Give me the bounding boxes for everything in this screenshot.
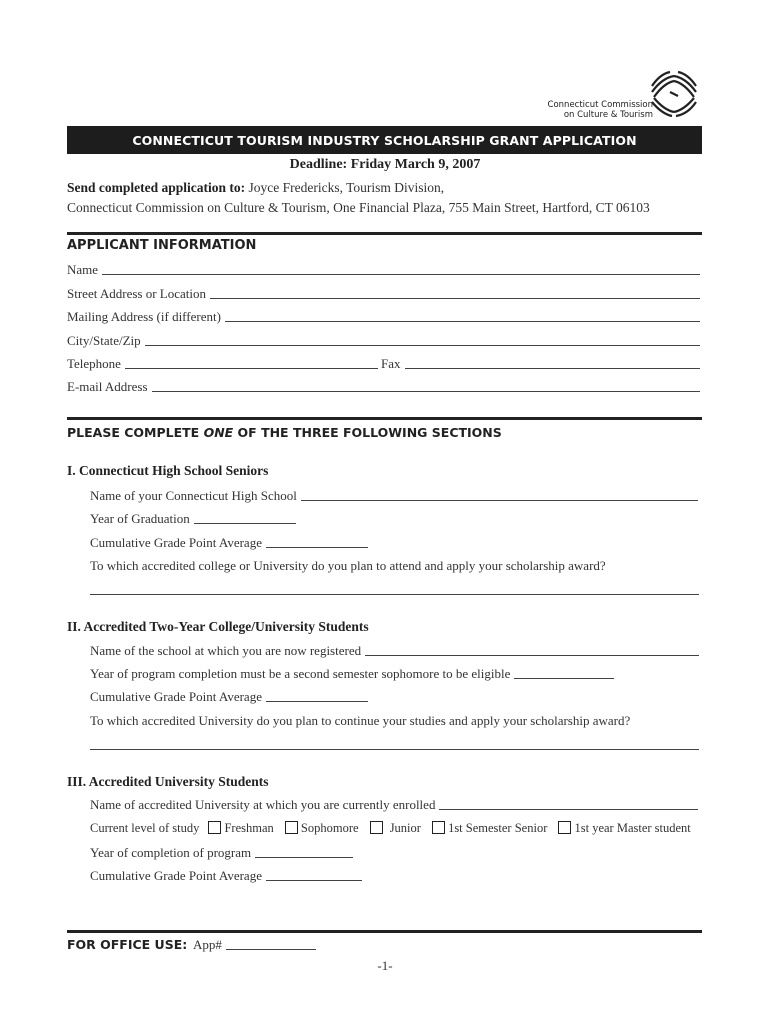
name-label: Name — [67, 262, 99, 277]
commission-logo-icon — [650, 70, 698, 118]
level-junior-label: Junior — [389, 821, 421, 835]
email-line[interactable] — [152, 390, 700, 392]
s1-question: To which accredited college or University do you plan to attend and apply your scholarship award? — [90, 558, 606, 573]
s2-gpa-line[interactable] — [266, 700, 368, 702]
s1-grad-year-line[interactable] — [194, 522, 296, 524]
s1-answer-line[interactable] — [90, 594, 699, 595]
section2-heading: II. Accredited Two-Year College/University Students — [67, 619, 369, 634]
s3-completion-label: Year of completion of program — [90, 845, 252, 860]
page-title: CONNECTICUT TOURISM INDUSTRY SCHOLARSHIP GRANT APPLICATION — [132, 132, 637, 148]
city-field[interactable] — [67, 333, 700, 349]
section1-heading: I. Connecticut High School Seniors — [67, 463, 269, 478]
divider-office — [67, 930, 702, 933]
fax-field[interactable] — [381, 356, 700, 372]
office-label: FOR OFFICE USE: — [67, 937, 188, 952]
s1-school-line[interactable] — [301, 499, 698, 501]
s1-gpa-line[interactable] — [266, 546, 368, 548]
s2-school-line[interactable] — [365, 654, 699, 656]
email-label: E-mail Address — [67, 379, 148, 394]
s2-gpa-label: Cumulative Grade Point Average — [90, 689, 262, 704]
city-line[interactable] — [145, 344, 700, 346]
name-line[interactable] — [102, 273, 700, 275]
s1-gpa-label: Cumulative Grade Point Average — [90, 535, 262, 550]
applicant-heading: APPLICANT INFORMATION — [67, 238, 257, 253]
checkbox-junior[interactable] — [370, 821, 383, 834]
checkbox-sophomore[interactable] — [285, 821, 298, 834]
telephone-label: Telephone — [67, 356, 121, 371]
office-app-label: App# — [193, 937, 222, 952]
checkbox-freshman[interactable] — [208, 821, 221, 834]
email-field[interactable] — [67, 379, 700, 395]
deadline: Deadline: Friday March 9, 2007 — [289, 157, 481, 172]
s3-level-row — [90, 821, 691, 836]
logo-org-line1: Connecticut Commission — [547, 100, 653, 110]
instructions-post: OF THE THREE FOLLOWING SECTIONS — [233, 425, 502, 440]
s3-gpa-label: Cumulative Grade Point Average — [90, 868, 262, 883]
fax-line[interactable] — [405, 367, 701, 369]
mailing-line[interactable] — [225, 320, 700, 322]
level-master-label: 1st year Master student — [574, 821, 691, 835]
city-label: City/State/Zip — [67, 333, 141, 348]
name-field[interactable] — [67, 262, 700, 278]
s3-completion-field[interactable] — [90, 845, 353, 861]
s1-grad-year-label: Year of Graduation — [90, 511, 190, 526]
s1-school-label: Name of your Connecticut High School — [90, 488, 297, 503]
checkbox-first-semester-senior[interactable] — [432, 821, 445, 834]
street-line[interactable] — [210, 297, 700, 299]
s3-school-field[interactable] — [90, 797, 698, 813]
mailing-field[interactable] — [67, 309, 700, 325]
s2-school-label: Name of the school at which you are now registered — [90, 643, 362, 658]
s2-completion-field[interactable] — [90, 666, 614, 682]
s3-school-line[interactable] — [439, 808, 698, 810]
s3-gpa-field[interactable] — [90, 868, 362, 884]
checkbox-master-student[interactable] — [558, 821, 571, 834]
s3-school-label: Name of accredited University at which you are currently enrolled — [90, 797, 436, 812]
mailing-label: Mailing Address (if different) — [67, 309, 221, 324]
telephone-field[interactable] — [67, 356, 378, 372]
s3-completion-line[interactable] — [255, 856, 353, 858]
s1-school-field[interactable] — [90, 488, 698, 504]
send-to-label: Send completed application to: — [67, 180, 246, 195]
s2-school-field[interactable] — [90, 643, 699, 659]
s3-gpa-line[interactable] — [266, 879, 362, 881]
instructions-pre: PLEASE COMPLETE — [67, 425, 204, 440]
send-to-address: Connecticut Commission on Culture & Tourism, One Financial Plaza, 755 Main Street, Hartford, CT 06103 — [67, 200, 650, 215]
section3-heading: III. Accredited University Students — [67, 774, 269, 789]
divider-instructions — [67, 417, 702, 420]
logo-org-line2: on Culture & Tourism — [563, 110, 653, 120]
title-bar — [67, 126, 702, 154]
fax-label: Fax — [381, 356, 401, 371]
level-senior-label: 1st Semester Senior — [448, 821, 548, 835]
telephone-line[interactable] — [125, 367, 378, 369]
instructions-emphasis: ONE — [203, 425, 234, 440]
office-app-field[interactable] — [193, 937, 316, 953]
level-freshman-label: Freshman — [224, 821, 274, 835]
level-sophomore-label: Sophomore — [300, 821, 359, 835]
s3-level-label: Current level of study — [90, 821, 200, 835]
instructions-heading — [67, 425, 502, 440]
page-number: -1- — [377, 958, 393, 973]
divider-applicant — [67, 232, 702, 235]
street-label: Street Address or Location — [67, 286, 206, 301]
s2-completion-line[interactable] — [514, 677, 614, 679]
s2-completion-label: Year of program completion must be a second semester sophomore to be eligible — [90, 666, 511, 681]
street-field[interactable] — [67, 286, 700, 302]
s2-answer-line[interactable] — [90, 749, 699, 750]
send-to-recipient: Joyce Fredericks, Tourism Division, — [248, 180, 445, 195]
logo — [547, 70, 705, 120]
s1-gpa-field[interactable] — [90, 535, 368, 551]
s1-grad-year-field[interactable] — [90, 511, 296, 527]
s2-question: To which accredited University do you plan to continue your studies and apply your scholarship award? — [90, 713, 631, 728]
office-app-line[interactable] — [226, 948, 316, 950]
s2-gpa-field[interactable] — [90, 689, 368, 705]
send-to-line1 — [67, 180, 444, 196]
